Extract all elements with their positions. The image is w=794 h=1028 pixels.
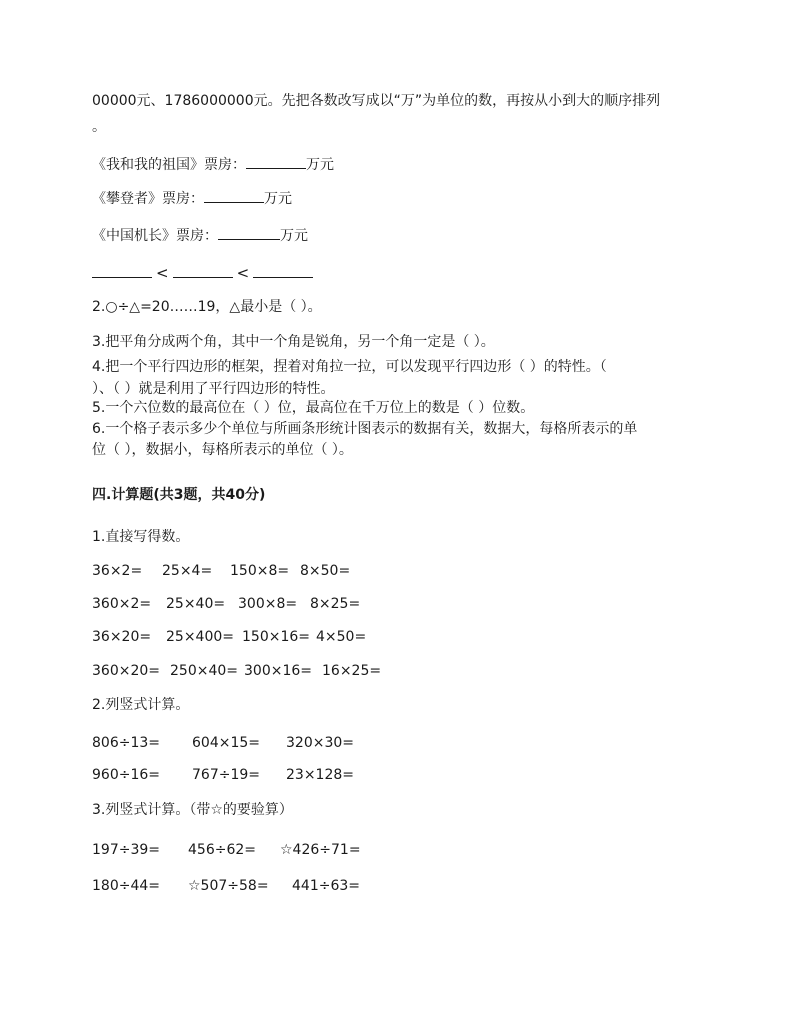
expression: 23×128= (286, 767, 354, 783)
expression: 604×15= (192, 735, 260, 751)
expression: 8×50= (300, 563, 351, 579)
movie-row-2 (92, 188, 292, 208)
less-than-sign: < (236, 264, 250, 282)
movie-label: 《攀登者》票房： (92, 191, 204, 207)
problem6-line2: 位（ ），数据小，每格所表示的单位（ ）。 (92, 442, 353, 458)
problem4-line1: 4.把一个平行四边形的框架，捏着对角拉一拉，可以发现平行四边形（ ）的特性。（ (92, 359, 607, 375)
less-than-sign: < (156, 264, 169, 282)
expression: 767÷19= (192, 767, 260, 783)
movie-label: 《中国机长》票房： (92, 228, 218, 244)
expression: 16×25= (322, 663, 382, 679)
expression: 300×8= (238, 596, 298, 612)
expression: 300×16= (244, 663, 312, 679)
answer-blank[interactable] (204, 188, 264, 203)
problem1-intro-end: 。 (92, 119, 106, 135)
problem5: 5.一个六位数的最高位在（ ）位，最高位在千万位上的数是（ ）位数。 (92, 400, 535, 416)
expression: 960÷16= (92, 767, 160, 783)
order-blank-2[interactable] (173, 263, 233, 278)
movie-row-1 (92, 154, 334, 174)
expression: 320×30= (286, 735, 354, 751)
problem6-line1: 6.一个格子表示多少个单位与所画条形统计图表示的数据有关，数据大，每格所表示的单 (92, 421, 638, 437)
expression: 197÷39= (92, 842, 160, 858)
order-row (92, 263, 313, 283)
order-blank-3[interactable] (253, 263, 313, 278)
order-blank-1[interactable] (92, 263, 152, 278)
q3-title: 3.列竖式计算。（带☆的要验算） (92, 802, 293, 818)
expression: 150×8= (230, 563, 290, 579)
problem2: 2.○÷△=20……19，△最小是（ ）。 (92, 299, 322, 315)
expression: 36×2= (92, 563, 143, 579)
expression: 360×20= (92, 663, 160, 679)
expression: 36×20= (92, 629, 152, 645)
problem3: 3.把平角分成两个角，其中一个角是锐角，另一个角一定是（ ）。 (92, 334, 495, 350)
problem4-line2: ）、（ ）就是利用了平行四边形的特性。 (92, 381, 335, 397)
movie-label: 《我和我的祖国》票房： (92, 157, 246, 173)
expression: 150×16= (242, 629, 310, 645)
expression: 4×50= (316, 629, 367, 645)
q2-title: 2.列竖式计算。 (92, 697, 190, 713)
expression: ☆426÷71= (280, 842, 361, 858)
section-title: 四.计算题(共3题，共40分) (92, 487, 266, 503)
expression: 806÷13= (92, 735, 160, 751)
expression: 250×40= (170, 663, 238, 679)
expression: 25×400= (166, 629, 234, 645)
expression: 180÷44= (92, 878, 160, 894)
expression: 441÷63= (292, 878, 360, 894)
expression: 25×4= (162, 563, 213, 579)
movie-row-3 (92, 225, 308, 245)
problem1-intro-line: 00000元、1786000000元。先把各数改写成以“万”为单位的数，再按从小到大的顺序排列 (92, 93, 661, 109)
q1-title: 1.直接写得数。 (92, 529, 190, 545)
movie-unit: 万元 (280, 228, 308, 244)
expression: 25×40= (166, 596, 226, 612)
movie-unit: 万元 (264, 191, 292, 207)
expression: 360×2= (92, 596, 152, 612)
expression: 8×25= (310, 596, 361, 612)
movie-unit: 万元 (306, 157, 334, 173)
expression: ☆507÷58= (188, 878, 269, 894)
answer-blank[interactable] (246, 154, 306, 169)
answer-blank[interactable] (218, 225, 280, 240)
expression: 456÷62= (188, 842, 256, 858)
